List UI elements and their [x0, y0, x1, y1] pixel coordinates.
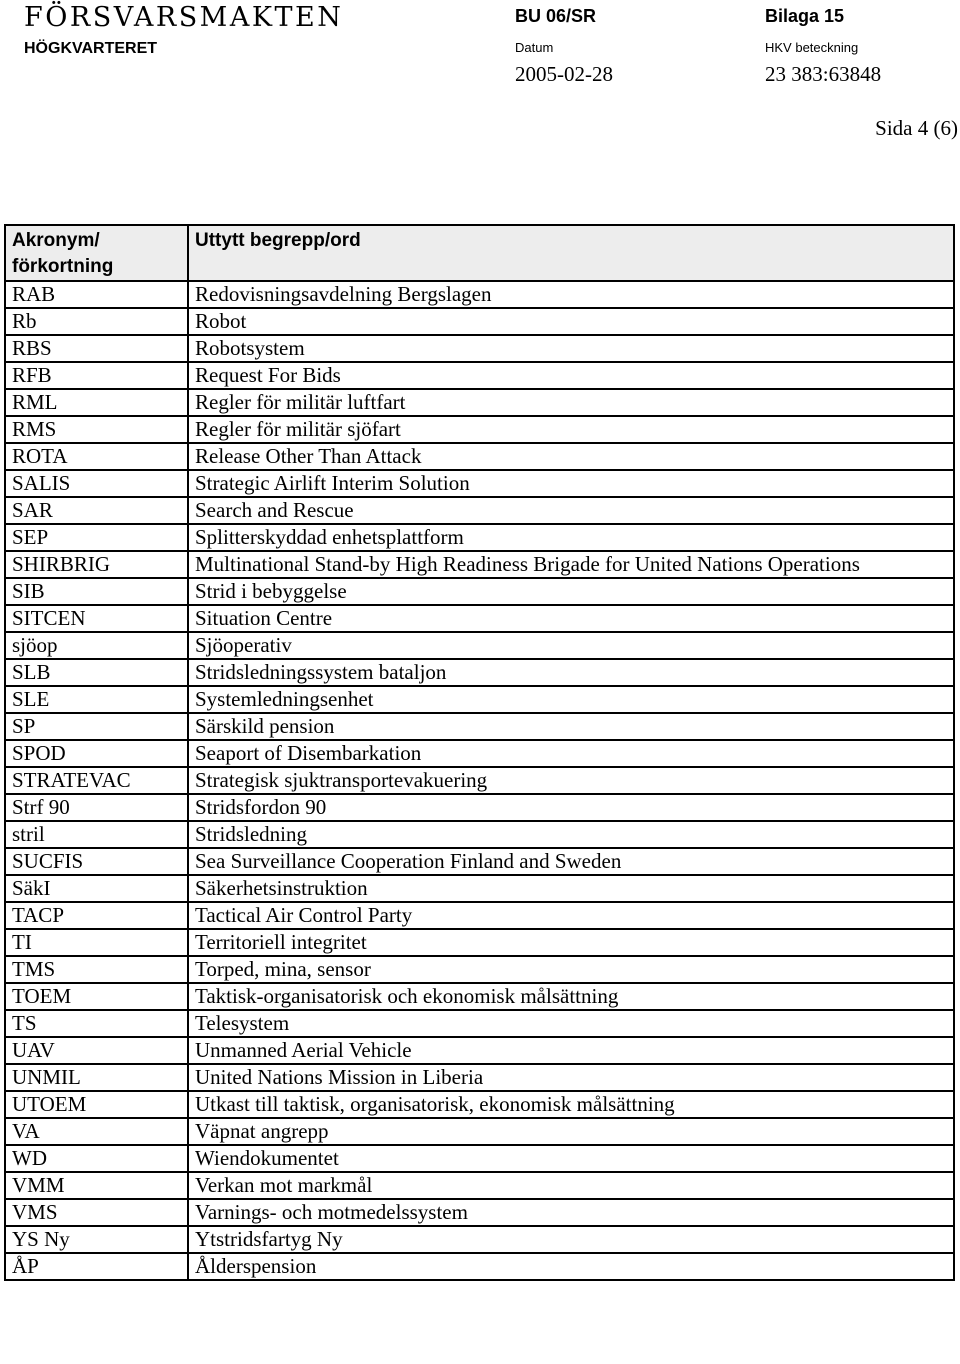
meaning-cell: Situation Centre: [188, 605, 954, 632]
table-row: [5, 659, 954, 686]
acronym-cell: UNMIL: [5, 1064, 188, 1091]
meaning-cell: Sea Surveillance Cooperation Finland and Sweden: [188, 848, 954, 875]
table-row: [5, 1226, 954, 1253]
table-row: [5, 308, 954, 335]
meaning-cell: Säkerhetsinstruktion: [188, 875, 954, 902]
acronym-cell: SLE: [5, 686, 188, 713]
acronym-cell: RBS: [5, 335, 188, 362]
table-row: [5, 1037, 954, 1064]
meaning-cell: Stridsfordon 90: [188, 794, 954, 821]
acronym-cell: Rb: [5, 308, 188, 335]
acronym-cell: ÅP: [5, 1253, 188, 1280]
acronym-cell: SPOD: [5, 740, 188, 767]
acronym-cell: UAV: [5, 1037, 188, 1064]
acronym-cell: SHIRBRIG: [5, 551, 188, 578]
acronym-cell: SEP: [5, 524, 188, 551]
acronym-cell: sjöop: [5, 632, 188, 659]
meaning-cell: Territoriell integritet: [188, 929, 954, 956]
table-row: [5, 1064, 954, 1091]
reference-label: HKV beteckning: [765, 40, 859, 55]
table-row: [5, 335, 954, 362]
document-header: [0, 0, 960, 100]
meaning-cell: Regler för militär luftfart: [188, 389, 954, 416]
acronym-cell: UTOEM: [5, 1091, 188, 1118]
date-value: 2005-02-28: [515, 62, 613, 86]
meaning-cell: Robotsystem: [188, 335, 954, 362]
acronym-cell: RML: [5, 389, 188, 416]
table-row: [5, 281, 954, 308]
table-row: [5, 875, 954, 902]
table-header-row: [5, 225, 954, 281]
table-row: [5, 902, 954, 929]
acronym-cell: SP: [5, 713, 188, 740]
table-row: [5, 1253, 954, 1280]
table-row: [5, 1145, 954, 1172]
acronym-cell: TS: [5, 1010, 188, 1037]
acronym-cell: WD: [5, 1145, 188, 1172]
table-row: [5, 524, 954, 551]
meaning-cell: Request For Bids: [188, 362, 954, 389]
meaning-cell: Telesystem: [188, 1010, 954, 1037]
acronym-cell: ROTA: [5, 443, 188, 470]
table-row: [5, 605, 954, 632]
table-row: [5, 1091, 954, 1118]
meaning-cell: Väpnat angrepp: [188, 1118, 954, 1145]
acronym-cell: stril: [5, 821, 188, 848]
table-row: [5, 848, 954, 875]
table-row: [5, 740, 954, 767]
table-row: [5, 443, 954, 470]
date-label: Datum: [515, 40, 554, 55]
table-row: [5, 1118, 954, 1145]
meaning-cell: Robot: [188, 308, 954, 335]
meaning-cell: Search and Rescue: [188, 497, 954, 524]
meaning-cell: Seaport of Disembarkation: [188, 740, 954, 767]
table-row: [5, 551, 954, 578]
table-row: [5, 1172, 954, 1199]
reference-value: 23 383:63848: [765, 62, 882, 86]
acronym-cell: TACP: [5, 902, 188, 929]
meaning-cell: Ytstridsfartyg Ny: [188, 1226, 954, 1253]
meaning-cell: Stridsledningssystem bataljon: [188, 659, 954, 686]
attachment-label: Bilaga 15: [765, 6, 845, 26]
meaning-cell: Stridsledning: [188, 821, 954, 848]
acronym-cell: SITCEN: [5, 605, 188, 632]
acronym-cell: SLB: [5, 659, 188, 686]
acronym-cell: SäkI: [5, 875, 188, 902]
page-number: Sida 4 (6): [875, 116, 958, 140]
acronym-cell: VMM: [5, 1172, 188, 1199]
meaning-cell: Redovisningsavdelning Bergslagen: [188, 281, 954, 308]
table-row: [5, 983, 954, 1010]
table-row: [5, 1010, 954, 1037]
acronym-cell: TMS: [5, 956, 188, 983]
column-header-meaning: Uttytt begrepp/ord: [188, 225, 954, 281]
meaning-cell: Utkast till taktisk, organisatorisk, ekonomisk målsättning: [188, 1091, 954, 1118]
acronym-table-body: [5, 225, 954, 1280]
table-row: [5, 632, 954, 659]
table-row: [5, 794, 954, 821]
acronym-cell: SALIS: [5, 470, 188, 497]
table-row: [5, 497, 954, 524]
acronym-cell: RMS: [5, 416, 188, 443]
meaning-cell: Ålderspension: [188, 1253, 954, 1280]
table-row: [5, 362, 954, 389]
acronym-cell: VA: [5, 1118, 188, 1145]
org-unit: HÖGKVARTERET: [24, 40, 158, 57]
table-row: [5, 956, 954, 983]
meaning-cell: Systemledningsenhet: [188, 686, 954, 713]
acronym-cell: STRATEVAC: [5, 767, 188, 794]
table-row: [5, 578, 954, 605]
meaning-cell: Torped, mina, sensor: [188, 956, 954, 983]
table-row: [5, 416, 954, 443]
table-row: [5, 713, 954, 740]
meaning-cell: Regler för militär sjöfart: [188, 416, 954, 443]
meaning-cell: Wiendokumentet: [188, 1145, 954, 1172]
acronym-cell: SAR: [5, 497, 188, 524]
meaning-cell: Splitterskyddad enhetsplattform: [188, 524, 954, 551]
table-row: [5, 389, 954, 416]
table-row: [5, 929, 954, 956]
meaning-cell: Release Other Than Attack: [188, 443, 954, 470]
acronym-cell: RAB: [5, 281, 188, 308]
acronym-cell: YS Ny: [5, 1226, 188, 1253]
acronym-table: [4, 224, 955, 1281]
meaning-cell: Taktisk-organisatorisk och ekonomisk målsättning: [188, 983, 954, 1010]
meaning-cell: Verkan mot markmål: [188, 1172, 954, 1199]
table-row: [5, 470, 954, 497]
acronym-cell: SIB: [5, 578, 188, 605]
document-id: BU 06/SR: [515, 6, 597, 26]
table-row: [5, 767, 954, 794]
table-row: [5, 821, 954, 848]
org-title: FÖRSVARSMAKTEN: [24, 2, 344, 33]
acronym-cell: VMS: [5, 1199, 188, 1226]
meaning-cell: Strid i bebyggelse: [188, 578, 954, 605]
meaning-cell: Strategic Airlift Interim Solution: [188, 470, 954, 497]
meaning-cell: Strategisk sjuktransportevakuering: [188, 767, 954, 794]
table-row: [5, 686, 954, 713]
acronym-cell: Strf 90: [5, 794, 188, 821]
meaning-cell: Varnings- och motmedelssystem: [188, 1199, 954, 1226]
acronym-cell: RFB: [5, 362, 188, 389]
table-row: [5, 1199, 954, 1226]
meaning-cell: United Nations Mission in Liberia: [188, 1064, 954, 1091]
acronym-cell: TI: [5, 929, 188, 956]
meaning-cell: Sjöoperativ: [188, 632, 954, 659]
meaning-cell: Unmanned Aerial Vehicle: [188, 1037, 954, 1064]
meaning-cell: Tactical Air Control Party: [188, 902, 954, 929]
meaning-cell: Multinational Stand-by High Readiness Brigade for United Nations Operations: [188, 551, 954, 578]
acronym-cell: SUCFIS: [5, 848, 188, 875]
column-header-acronym: Akronym/ förkortning: [5, 225, 188, 281]
meaning-cell: Särskild pension: [188, 713, 954, 740]
acronym-cell: TOEM: [5, 983, 188, 1010]
